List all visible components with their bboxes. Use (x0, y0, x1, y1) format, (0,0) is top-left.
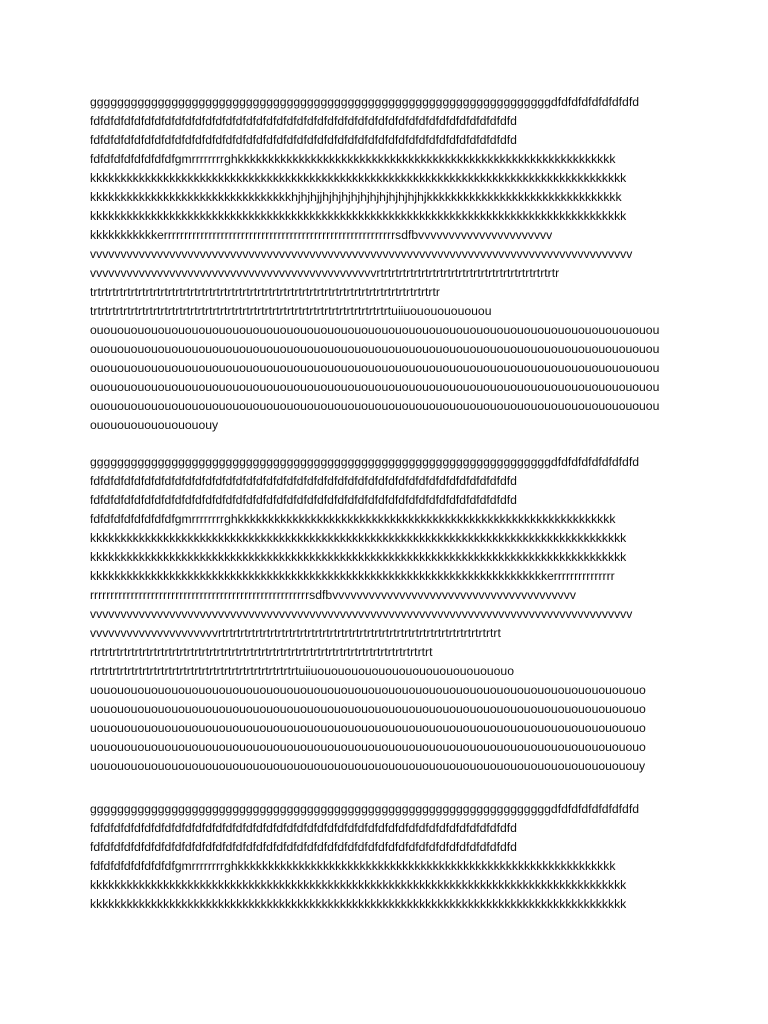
text-line: uououououououououououououououououououououououououououououououououououououououououo (90, 683, 646, 697)
text-line: trtrtrtrtrtrtrtrtrtrtrtrtrtrtrtrtrtrtrtrtrtrtrtrtrtrtrtrtrtrtrtrtrtrtrtrtrtrtrtrtrtrtrtrtrtrtr (90, 285, 440, 299)
text-line: fdfdfdfdfdfdfdfdfgmrrrrrrrrghkkkkkkkkkkkkkkkkkkkkkkkkkkkkkkkkkkkkkkkkkkkkkkkkkkkkkkkkkkkkkk (90, 512, 616, 526)
text-line: ggggggggggggggggggggggggggggggggggggggggggggggggggggggggggggggggggggdfdfdfdfdfdfdfdfd (90, 95, 640, 109)
text-line: kkkkkkkkkkkkkkkkkkkkkkkkkkkkkkkkkkkkkkkkkkkkkkkkkkkkkkkkkkkkkkkkkkkkkkkkkkkkkkkkkkkkkkkk (90, 531, 627, 545)
text-line: vvvvvvvvvvvvvvvvvvvvvvvvvvvvvvvvvvvvvvvvvvvvvvvrtrtrtrtrtrtrtrtrtrtrtrtrtrtrtrtrtrtrtrtrtrtrtrtr (90, 266, 560, 280)
text-line: uououououououououououououououououououououououououououououououououououououououououo (90, 721, 646, 735)
text-line: ouououououououououououououououououououououououououououououououououououououououououou (90, 342, 660, 356)
text-line: rtrtrtrtrtrtrtrtrtrtrtrtrtrtrtrtrtrtrtrtrtrtrtrtrtrtrtrtrtrtrtrtrtrtrtrtrtrtrtrtrtrtrtrtrtrt (90, 645, 433, 659)
text-line: vvvvvvvvvvvvvvvvvvvvvrtrtrtrtrtrtrtrtrtrtrtrtrtrtrtrtrtrtrtrtrtrtrtrtrtrtrtrtrtrtrtrtrtrtrtrtrtrt (90, 626, 501, 640)
text-line: rrrrrrrrrrrrrrrrrrrrrrrrrrrrrrrrrrrrrrrrrrrrrrrrrrrrrrsdfbvvvvvvvvvvvvvvvvvvvvvvvvvvvvvvvvvvvvvvvv (90, 588, 576, 602)
text-line: kkkkkkkkkkkkkkkkkkkkkkkkkkkkkkkkkkkkkkkkkkkkkkkkkkkkkkkkkkkkkkkkkkkkkkkkkkkkkkkkkkkkkkkk (90, 171, 627, 185)
text-line: ouououououououououououououououououououououououououououououououououououououououououou (90, 323, 660, 337)
text-line: uououououououououououououououououououououououououououououououououououououououououy (90, 759, 646, 773)
text-line: fdfdfdfdfdfdfdfdfgmrrrrrrrrghkkkkkkkkkkkkkkkkkkkkkkkkkkkkkkkkkkkkkkkkkkkkkkkkkkkkkkkkkkkkkk (90, 152, 616, 166)
paragraph-1 (90, 93, 680, 435)
text-line: kkkkkkkkkkkkkkkkkkkkkkkkkkkkkkkkkhjhjhjjhjhjhjhjhjhjhjhjhjhjhjkkkkkkkkkkkkkkkkkkkkkkkkkkkkkkkk (90, 190, 622, 204)
text-line: fdfdfdfdfdfdfdfdfdfdfdfdfdfdfdfdfdfdfdfdfdfdfdfdfdfdfdfdfdfdfdfdfdfdfdfdfdfdfdfdfdfd (90, 821, 517, 835)
text-line: kkkkkkkkkkkkkkkkkkkkkkkkkkkkkkkkkkkkkkkkkkkkkkkkkkkkkkkkkkkkkkkkkkkkkkkkkkkkkkkkkkkkkkkk (90, 897, 627, 911)
text-line: uououououououououououououououououououououououououououououououououououououououououo (90, 702, 646, 716)
text-line: fdfdfdfdfdfdfdfdfgmrrrrrrrrghkkkkkkkkkkkkkkkkkkkkkkkkkkkkkkkkkkkkkkkkkkkkkkkkkkkkkkkkkkkkkk (90, 859, 616, 873)
text-line: uououououououououououououououououououououououououououououououououououououououououo (90, 740, 646, 754)
text-line: fdfdfdfdfdfdfdfdfdfdfdfdfdfdfdfdfdfdfdfdfdfdfdfdfdfdfdfdfdfdfdfdfdfdfdfdfdfdfdfdfdfd (90, 133, 517, 147)
text-line: fdfdfdfdfdfdfdfdfdfdfdfdfdfdfdfdfdfdfdfdfdfdfdfdfdfdfdfdfdfdfdfdfdfdfdfdfdfdfdfdfdfd (90, 840, 517, 854)
text-line: vvvvvvvvvvvvvvvvvvvvvvvvvvvvvvvvvvvvvvvvvvvvvvvvvvvvvvvvvvvvvvvvvvvvvvvvvvvvvvvvvvvvvvvvv (90, 607, 633, 621)
text-line: ouououououououououououououououououououououououououououououououououououououououououou (90, 399, 660, 413)
text-line: kkkkkkkkkkkkkkkkkkkkkkkkkkkkkkkkkkkkkkkkkkkkkkkkkkkkkkkkkkkkkkkkkkkkkkkkkkkkkkkkkkkkkkkk (90, 209, 627, 223)
paragraph-2 (90, 453, 680, 776)
text-line: kkkkkkkkkkkkkkkkkkkkkkkkkkkkkkkkkkkkkkkkkkkkkkkkkkkkkkkkkkkkkkkkkkkkkkkkkkkerrrrrrrrrrrrrrr (90, 569, 615, 583)
text-line: ggggggggggggggggggggggggggggggggggggggggggggggggggggggggggggggggggggdfdfdfdfdfdfdfdfd (90, 455, 640, 469)
paragraph-3 (90, 800, 680, 914)
text-line: ouououououououououy (90, 418, 219, 432)
text-line: trtrtrtrtrtrtrtrtrtrtrtrtrtrtrtrtrtrtrtrtrtrtrtrtrtrtrtrtrtrtrtrtrtrtrtrtrtrtrtrtuiiuouououououou (90, 304, 492, 318)
text-line: rtrtrtrtrtrtrtrtrtrtrtrtrtrtrtrtrtrtrtrtrtrtrtrtrtrtrtrtuiiuououououououououououououououo (90, 664, 514, 678)
text-line: kkkkkkkkkkkerrrrrrrrrrrrrrrrrrrrrrrrrrrrrrrrrrrrrrrrrrrrrrrrrrrrrrrrrsdfbvvvvvvvvvvvvvvvvvvvvvv (90, 228, 553, 242)
text-line: fdfdfdfdfdfdfdfdfdfdfdfdfdfdfdfdfdfdfdfdfdfdfdfdfdfdfdfdfdfdfdfdfdfdfdfdfdfdfdfdfdfd (90, 474, 517, 488)
text-line: kkkkkkkkkkkkkkkkkkkkkkkkkkkkkkkkkkkkkkkkkkkkkkkkkkkkkkkkkkkkkkkkkkkkkkkkkkkkkkkkkkkkkkkk (90, 550, 627, 564)
text-line: fdfdfdfdfdfdfdfdfdfdfdfdfdfdfdfdfdfdfdfdfdfdfdfdfdfdfdfdfdfdfdfdfdfdfdfdfdfdfdfdfdfd (90, 493, 517, 507)
text-line: ouououououououououououououououououououououououououououououououououououououououououou (90, 361, 660, 375)
text-line: ouououououououououououououououououououououououououououououououououououououououououou (90, 380, 660, 394)
text-line: vvvvvvvvvvvvvvvvvvvvvvvvvvvvvvvvvvvvvvvvvvvvvvvvvvvvvvvvvvvvvvvvvvvvvvvvvvvvvvvvvvvvvvvvv (90, 247, 633, 261)
text-line: kkkkkkkkkkkkkkkkkkkkkkkkkkkkkkkkkkkkkkkkkkkkkkkkkkkkkkkkkkkkkkkkkkkkkkkkkkkkkkkkkkkkkkkk (90, 878, 627, 892)
text-line: fdfdfdfdfdfdfdfdfdfdfdfdfdfdfdfdfdfdfdfdfdfdfdfdfdfdfdfdfdfdfdfdfdfdfdfdfdfdfdfdfdfd (90, 114, 517, 128)
text-line: ggggggggggggggggggggggggggggggggggggggggggggggggggggggggggggggggggggdfdfdfdfdfdfdfdfd (90, 802, 640, 816)
